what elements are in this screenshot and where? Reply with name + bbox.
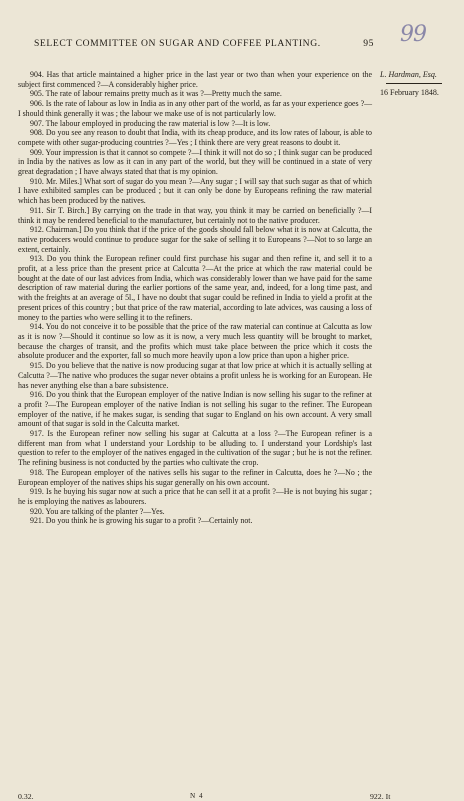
sheet-mark: N 4 [190,792,204,800]
testimony-paragraph: 919. Is he buying his sugar now at such a price that he can sell it at a profit ?—He is not buying his sugar ; he is employing the natives as labourers. [18,487,372,506]
testimony-paragraph: 909. Your impression is that it cannot so compete ?—I think it will not do so ; I think sugar can be produced in India by the natives as low as it can in any part of the world, but they will be continued in a state of very great degradation ; I have always stated that that is my opinion. [18,147,372,177]
catchword: 922. It [370,792,391,801]
testimony-body [18,70,372,526]
testimony-paragraph: 917. Is the European refiner now selling his sugar at Calcutta at a loss ?—The European refiner is a different man from what I understand your Lordship to be alluding to. I understand your Lordship's last question to refer to the employer of the natives engaged in the cultivation of the sugar ; but he is not the refiner. The refining business is not conducted by the parties who cultivate the crop. [18,429,372,468]
testimony-paragraph: 921. Do you think he is growing his sugar to a profit ?—Certainly not. [30,516,253,526]
testimony-paragraph: 910. Mr. Miles.] What sort of sugar do you mean ?—Any sugar ; I will say that such sugar as that of which I have exhibited samples can be produced ; but it can only be done by Europeans refining the raw material which has been produced by the natives. [18,176,372,206]
testimony-paragraph: 914. You do not conceive it to be possible that the price of the raw material can continue at Calcutta as low as it is now ?—Should it continue so low as it is now, a very much less quantity will be brought to market, because the charges of transit, and the profits which must take place between the price which it costs the absolute producer and the exporter, fall so much more heavily upon a low price than upon a higher price. [18,322,372,361]
margin-rule [386,83,442,84]
printer-signature: 0.32. [18,792,34,801]
testimony-paragraph: 920. You are talking of the planter ?—Yes. [30,506,165,516]
testimony-paragraph: 913. Do you think the European refiner could first purchase his sugar and then refine it, and sell it to a profit, at a less price than the present price at Calcutta ?—At the price at which the raw material could be bought at the date of our last advices from India, which was considerably lower than we have paid for the same description of raw material during the earlier portions of the same year, and, indeed, for a long time past, and with the freights at an average of 5l., I have no doubt that sugar could be refined in India to yield a profit at the present prices of this country ; but that price of the raw material, according to late advices, was causing a loss of money to the parties who were selling it to the refiners. [18,254,372,322]
testimony-paragraph: 911. Sir T. Birch.] By carrying on the trade in that way, you think it may be carried on beneficially ?—I think it may be rendered beneficial to the manufacturer, but certainly not to the native producer. [18,205,372,225]
margin-note [380,70,460,98]
testimony-paragraph: 916. Do you think that the European employer of the native Indian is now selling his sugar to the refiner at a profit ?—The European employer of the native Indian is not selling his sugar to the refiner. The European employer of the native, if he makes sugar, is sending that sugar to England on his own account. A very small amount of that sugar is sold in the Calcutta market. [18,390,372,429]
testimony-paragraph: 907. The labour employed in producing the raw material is low ?—It is low. [30,118,271,128]
page-number: 95 [363,38,374,49]
running-header [34,38,374,49]
handwritten-folio-number: 99 [400,22,426,47]
testimony-date: 16 February 1848. [380,88,439,97]
witness-name: L. Hardman, Esq. [380,70,437,79]
testimony-paragraph: 915. Do you believe that the native is now producing sugar at that low price at which it is actually selling at Calcutta ?—The native who produces the sugar never obtains a profit unless he is working for an European. He has never anything else than a bare subsistence. [18,361,372,390]
testimony-paragraph: 904. Has that article maintained a higher price in the last year or two than when your experience on the subject first commenced ?—A considerably higher price. [18,70,372,89]
testimony-paragraph: 905. The rate of labour remains pretty much as it was ?—Pretty much the same. [30,89,282,99]
testimony-paragraph: 906. Is the rate of labour as low in India as in any other part of the world, as far as your experience goes ?—I should think generally it was ; the labour we make use of is not particularly low. [18,99,372,118]
testimony-paragraph: 908. Do you see any reason to doubt that India, with its cheap produce, and its low rates of labour, is able to compete with other sugar-producing countries ?—Yes ; I think there are very great reasons to doubt it. [18,128,372,147]
running-title: SELECT COMMITTEE ON SUGAR AND COFFEE PLANTING. [34,38,321,49]
testimony-paragraph: 912. Chairman.] Do you think that if the price of the goods should fall below what it is now at Calcutta, the native producers would continue to produce sugar for the sake of selling it to Europeans ?—Not to so large an extent, certainly. [18,225,372,254]
testimony-paragraph: 918. The European employer of the natives sells his sugar to the refiner in Calcutta, does he ?—No ; the European employer of the natives ships his sugar generally on his own account. [18,467,372,487]
